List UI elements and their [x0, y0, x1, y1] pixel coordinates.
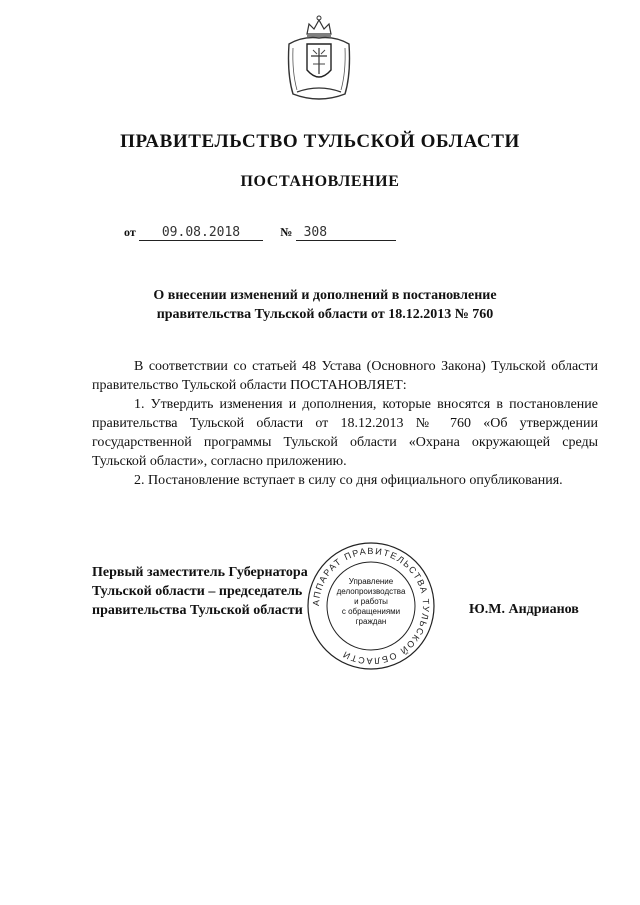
stamp-ring-text: АППАРАТ ПРАВИТЕЛЬСТВА ТУЛЬСКОЙ ОБЛАСТИ: [310, 545, 432, 667]
document-date: 09.08.2018: [139, 226, 263, 241]
stamp-inner-line-1: Управление: [348, 577, 394, 586]
body-item-1: 1. Утвердить изменения и дополнения, которые вносятся в постановление правительства Тульской области от 18.12.2013 № 760 «Об утверждении государственной программы Тульской области «Охрана окружающей среды Тульской области», согласно приложению.: [92, 397, 598, 469]
document-number: 308: [296, 226, 396, 241]
number-label: №: [280, 225, 293, 239]
stamp-inner-line-3: и работы: [354, 597, 388, 606]
document-type: ПОСТАНОВЛЕНИЕ: [240, 173, 400, 190]
stamp-inner-line-2: делопроизводства: [336, 587, 406, 596]
coat-of-arms-emblem: [283, 14, 355, 102]
signer-position-line-1: Первый заместитель Губернатора: [92, 565, 308, 580]
signer-position-line-2: Тульской области – председатель: [92, 584, 303, 599]
date-label: от: [124, 225, 136, 239]
stamp-inner-line-4: с обращениями: [341, 607, 401, 616]
document-subject: [110, 286, 540, 324]
subject-line-1: О внесении изменений и дополнений в постановление: [153, 288, 497, 303]
date-number-line: [124, 224, 396, 241]
stamp-inner-line-5: граждан: [355, 617, 387, 626]
document-body: [92, 357, 598, 490]
stamp-inner-text: [330, 577, 412, 627]
body-intro-paragraph: В соответствии со статьей 48 Устава (Основного Закона) Тульской области правительство Тульской области ПОСТАНОВЛЯЕТ:: [92, 359, 598, 393]
signer-position-line-3: правительства Тульской области: [92, 603, 303, 618]
government-title: ПРАВИТЕЛЬСТВО ТУЛЬСКОЙ ОБЛАСТИ: [120, 131, 520, 152]
subject-line-2: правительства Тульской области от 18.12.2013 № 760: [156, 307, 494, 322]
signer-name: Ю.М. Андрианов: [469, 602, 579, 617]
body-item-2: 2. Постановление вступает в силу со дня официального опубликования.: [134, 473, 563, 488]
